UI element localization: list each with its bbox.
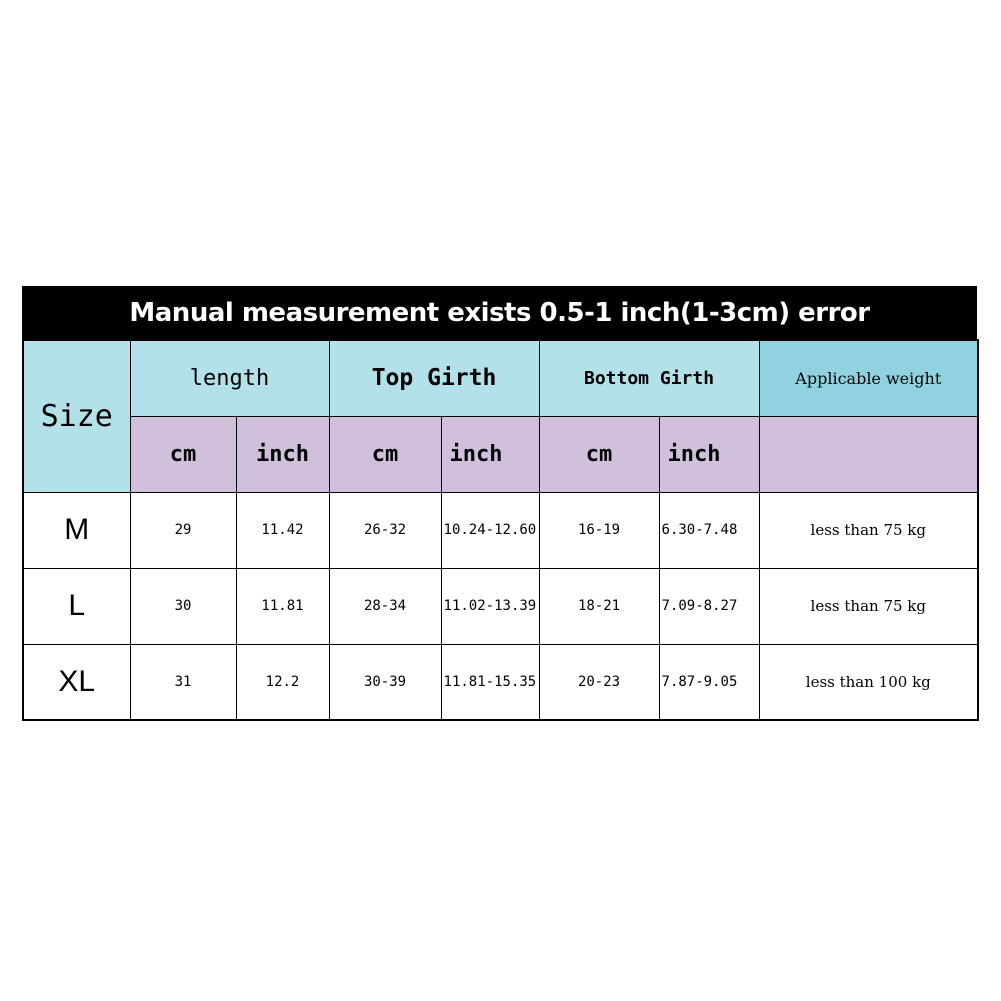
- length-cm-cell: 30: [130, 568, 236, 644]
- weight-cell: less than 100 kg: [759, 644, 978, 720]
- table-row: [23, 492, 978, 568]
- unit-length-cm: cm: [130, 416, 236, 492]
- bottom-girth-cm-cell: 20-23: [539, 644, 659, 720]
- length-cm-cell: 31: [130, 644, 236, 720]
- unit-bottom-inch: inch: [659, 416, 759, 492]
- table-title-banner: Manual measurement exists 0.5-1 inch(1-3cm) error: [22, 286, 977, 339]
- weight-cell: less than 75 kg: [759, 492, 978, 568]
- length-inch-cell: 11.81: [236, 568, 329, 644]
- bottom-girth-header: Bottom Girth: [539, 340, 759, 416]
- top-girth-cm-cell: 30-39: [329, 644, 441, 720]
- header-row-units: [23, 416, 978, 492]
- weight-cell: less than 75 kg: [759, 568, 978, 644]
- size-cell: M: [23, 492, 130, 568]
- bottom-girth-inch-cell: 7.09-8.27: [659, 568, 759, 644]
- bottom-girth-cm-cell: 18-21: [539, 568, 659, 644]
- table-row: [23, 644, 978, 720]
- length-cm-cell: 29: [130, 492, 236, 568]
- top-girth-cm-cell: 26-32: [329, 492, 441, 568]
- length-header: length: [130, 340, 329, 416]
- unit-weight-empty: [759, 416, 978, 492]
- unit-top-cm: cm: [329, 416, 441, 492]
- top-girth-inch-cell: 11.81-15.35: [441, 644, 539, 720]
- header-row-groups: [23, 340, 978, 416]
- bottom-girth-cm-cell: 16-19: [539, 492, 659, 568]
- top-girth-inch-cell: 11.02-13.39: [441, 568, 539, 644]
- length-inch-cell: 12.2: [236, 644, 329, 720]
- top-girth-cm-cell: 28-34: [329, 568, 441, 644]
- table-row: [23, 568, 978, 644]
- size-cell: L: [23, 568, 130, 644]
- size-cell: XL: [23, 644, 130, 720]
- unit-bottom-cm: cm: [539, 416, 659, 492]
- applicable-weight-header: Applicable weight: [759, 340, 978, 416]
- size-column-header: Size: [23, 340, 130, 492]
- size-chart-table: [22, 339, 979, 721]
- top-girth-header: Top Girth: [329, 340, 539, 416]
- unit-length-inch: inch: [236, 416, 329, 492]
- bottom-girth-inch-cell: 6.30-7.48: [659, 492, 759, 568]
- unit-top-inch: inch: [441, 416, 539, 492]
- top-girth-inch-cell: 10.24-12.60: [441, 492, 539, 568]
- bottom-girth-inch-cell: 7.87-9.05: [659, 644, 759, 720]
- length-inch-cell: 11.42: [236, 492, 329, 568]
